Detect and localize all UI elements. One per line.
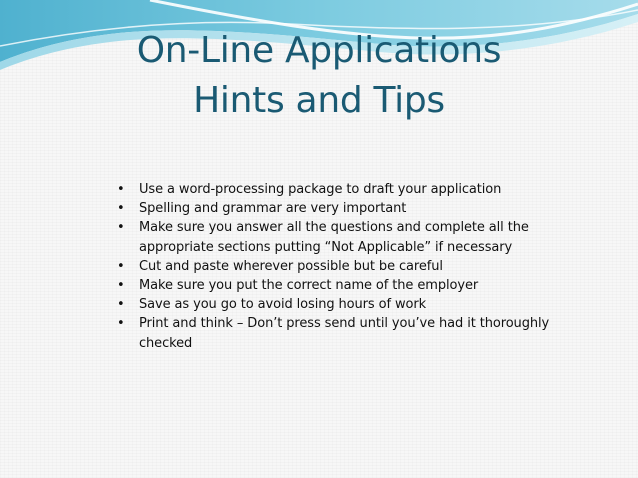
tip-item: • Make sure you answer all the questions and complete all the appropriate sections putting “Not Applicable” if necessary (117, 218, 587, 256)
tip-item: • Make sure you put the correct name of the employer (117, 276, 587, 295)
tip-item: • Spelling and grammar are very important (117, 199, 587, 218)
tip-item: • Save as you go to avoid losing hours of work (117, 295, 587, 314)
title-line-2: Hints and Tips (193, 80, 445, 121)
title-line-1: On-Line Applications (136, 30, 502, 71)
tips-list (117, 180, 587, 353)
slide-title (0, 26, 638, 126)
tip-item: • Print and think – Don’t press send until you’ve had it thoroughly checked (117, 314, 587, 352)
tip-item: • Cut and paste wherever possible but be careful (117, 257, 587, 276)
tip-item: • Use a word-processing package to draft your application (117, 180, 587, 199)
